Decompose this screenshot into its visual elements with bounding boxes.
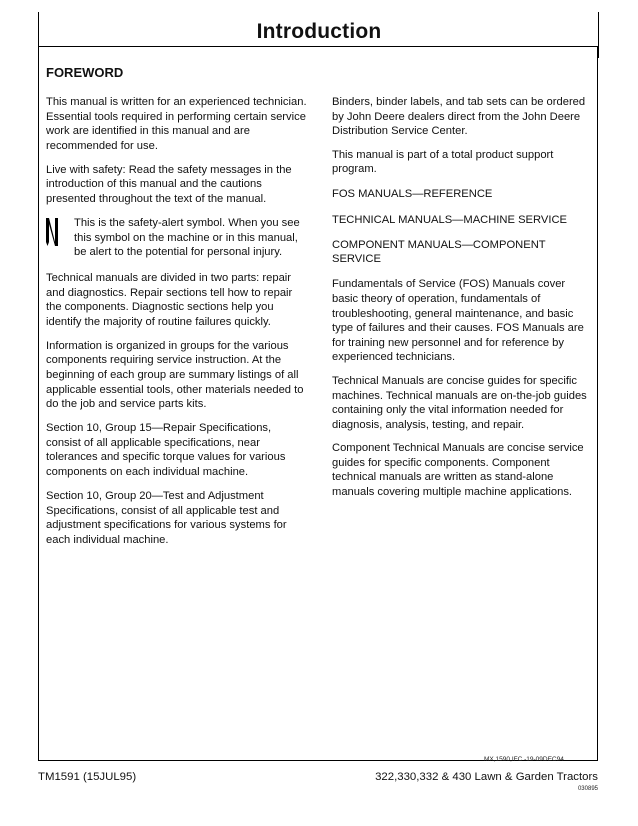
paragraph-organization: Information is organized in groups for the various components requiring service instruction. At the beginning of each group are summary listings of all applicable essential tools, other materials needed to do the job and service parts kits.	[46, 339, 304, 411]
page-title: Introduction	[256, 20, 382, 43]
safety-alert-block	[46, 216, 308, 260]
left-column	[46, 95, 308, 557]
paragraph-test-specs: Section 10, Group 20—Test and Adjustment Specifications, consist of all applicable test and adjustment specifications for various systems for each individual machine.	[46, 490, 287, 546]
paragraph-manual-parts: Technical manuals are divided in two parts: repair and diagnostics. Repair sections tell how to repair the components. Diagnostic sections help you identify the majority of routine failures quickly.	[46, 271, 293, 328]
technical-manuals-line: TECHNICAL MANUALS—MACHINE SERVICE	[332, 213, 567, 226]
right-column	[332, 95, 590, 509]
paragraph-technical: Technical Manuals are concise guides for specific machines. Technical manuals are on-the-job guides containing only the vital information needed for diagnosis, analysis, testing, and repair.	[332, 374, 587, 431]
footer-product: 322,330,332 & 430 Lawn & Garden Tractors	[375, 771, 598, 783]
paragraph-component: Component Technical Manuals are concise service guides for specific components. Component technical manuals are written as stand-alone manuals covering multiple machine applications.	[332, 442, 584, 499]
fos-manuals-line: FOS MANUALS—REFERENCE	[332, 188, 493, 201]
document-code: MX,1590,IFC -19-09DEC94	[484, 756, 564, 763]
paragraph-binders: Binders, binder labels, and tab sets can be ordered by John Deere dealers direct from the John Deere Distribution Service Center.	[332, 96, 586, 138]
footer-manual-id: TM1591 (15JUL95)	[38, 771, 137, 783]
safety-alert-icon	[46, 216, 60, 248]
safety-alert-text: This is the safety-alert symbol. When you see this symbol on the machine or in this manual, be alert to the potential for personal injury.	[74, 217, 300, 259]
paragraph-intro: This manual is written for an experienced technician. Essential tools required in performing certain service work are identified in this manual and are recommended for use.	[46, 96, 307, 152]
paragraph-safety: Live with safety: Read the safety messages in the introduction of this manual and the cautions presented throughout the text of the manual.	[46, 163, 292, 206]
component-manuals-line: COMPONENT MANUALS—COMPONENT SERVICE	[332, 238, 546, 266]
paragraph-support-program: This manual is part of a total product support program.	[332, 148, 554, 176]
page-code: 030895	[577, 786, 598, 792]
paragraph-fos: Fundamentals of Service (FOS) Manuals cover basic theory of operation, fundamentals of troubleshooting, general maintenance, and basic type of failures and their causes. FOS Manuals are for training new personnel and for reference by experienced technicians.	[332, 278, 584, 364]
section-heading: FOREWORD	[46, 65, 124, 80]
paragraph-repair-specs: Section 10, Group 15—Repair Specifications, consist of all applicable specifications, near tolerances and specific torque values for various components on each individual machine.	[46, 422, 286, 479]
